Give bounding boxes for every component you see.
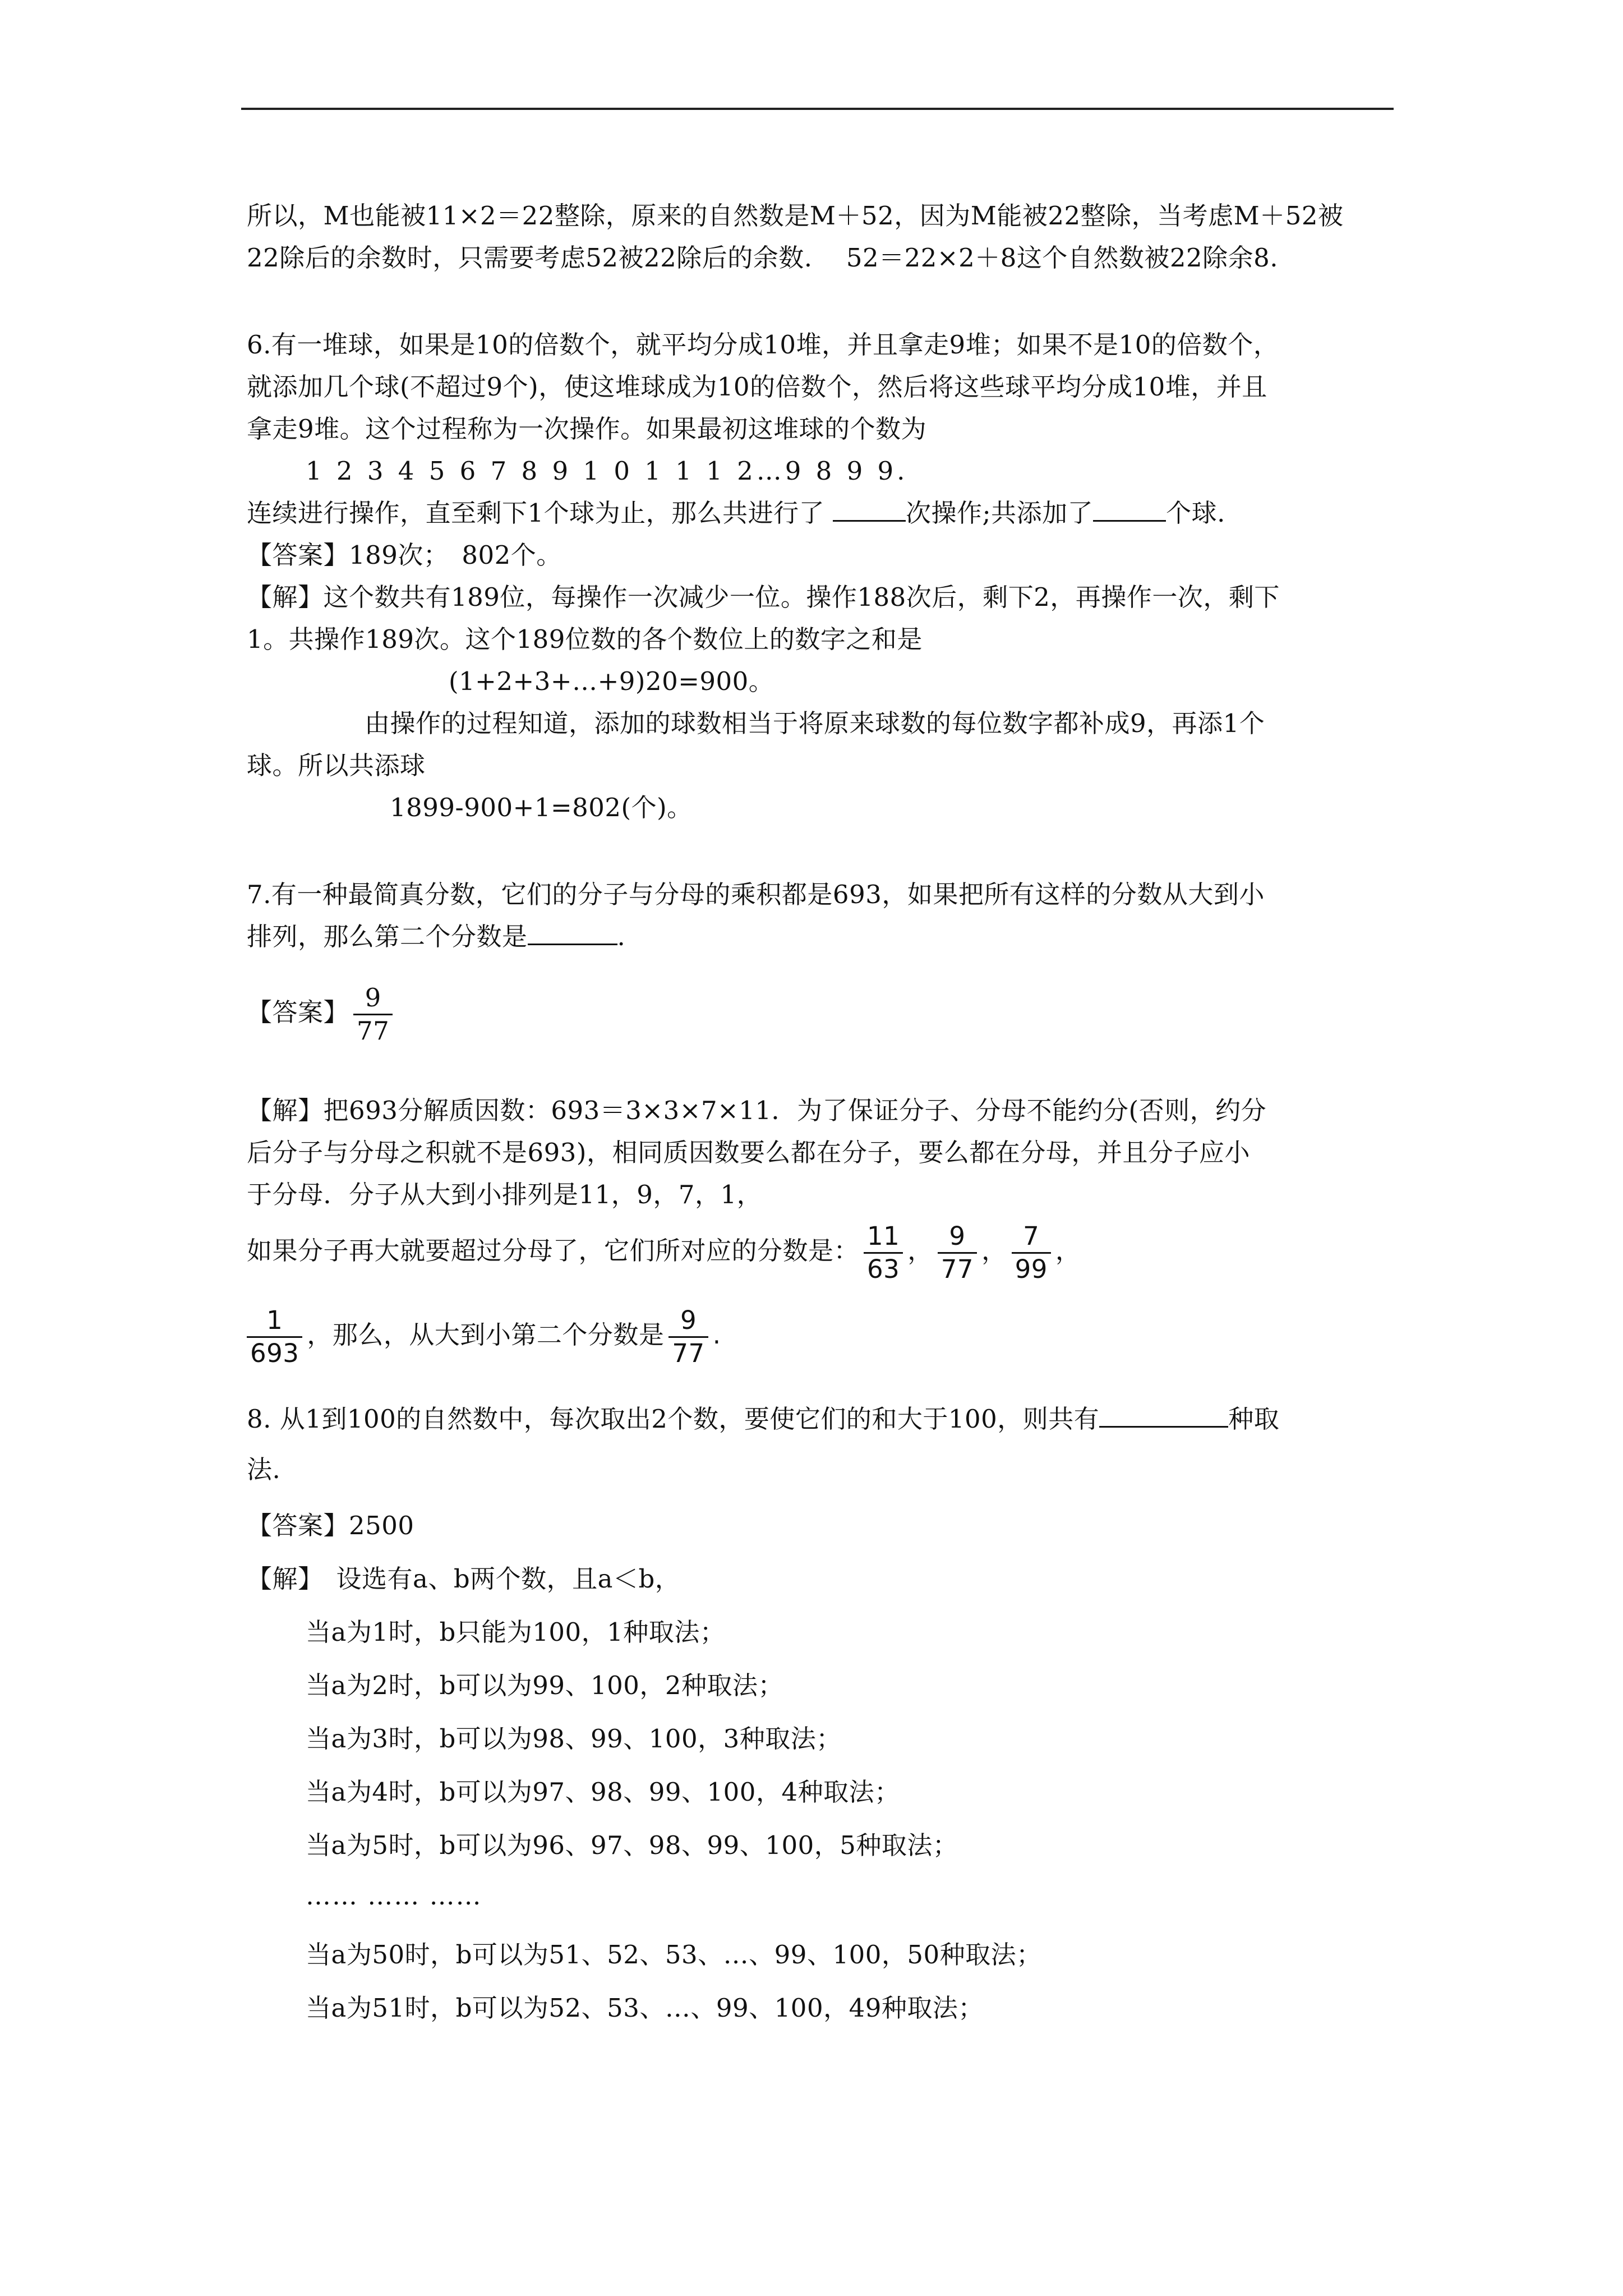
solution-fractions-line <box>247 1301 721 1369</box>
numerator: 11 <box>867 1221 900 1251</box>
numerator: 9 <box>949 1221 966 1251</box>
denominator: 63 <box>864 1252 903 1285</box>
denominator: 77 <box>353 1014 393 1047</box>
solution-fractions-line <box>247 1217 1081 1285</box>
solution-formula: (1+2+3+…+9)20=900。 <box>449 666 774 696</box>
answer-blank <box>528 921 617 945</box>
answer-line: 【答案】189次； 802个。 <box>247 540 562 570</box>
numerator: 1 <box>266 1305 283 1335</box>
blank-middle: 次操作;共添加了 <box>905 498 1094 528</box>
solution-case: 当a为2时，b可以为99、100，2种取法； <box>306 1671 784 1700</box>
fraction <box>938 1221 977 1285</box>
period: . <box>712 1320 721 1350</box>
question-8-line <box>247 1402 1279 1436</box>
solution-case: 当a为1时，b只能为100，1种取法； <box>306 1617 726 1647</box>
fraction <box>247 1305 302 1369</box>
answer-label: 【答案】 <box>247 997 349 1027</box>
period: . <box>617 922 626 951</box>
question-6-number: 1 2 3 4 5 6 7 8 9 1 0 1 1 1 2…9 8 9 9. <box>306 456 909 486</box>
question-7-line <box>247 920 625 954</box>
answer-line: 【答案】2500 <box>247 1511 414 1540</box>
solution-line: 由操作的过程知道，添加的球数相当于将原来球数的每位数字都补成9，再添1个 <box>365 708 1265 738</box>
fraction <box>1012 1221 1051 1285</box>
comma: ， <box>1055 1236 1081 1266</box>
comma: ， <box>907 1236 933 1266</box>
question-8-text: 8. 从1到100的自然数中，每次取出2个数，要使它们的和大于100，则共有 <box>247 1404 1100 1434</box>
denominator: 77 <box>938 1252 977 1285</box>
solution-case: 当a为51时，b可以为52、53、…、99、100，49种取法； <box>306 1993 984 2023</box>
fraction <box>668 1305 708 1369</box>
fraction <box>864 1221 903 1285</box>
question-6-line: 就添加几个球(不超过9个)，使这堆球成为10的倍数个，然后将这些球平均分成10堆，并且 <box>247 372 1267 402</box>
answer-blank <box>1093 498 1166 522</box>
solution-text: 如果分子再大就要超过分母了，它们所对应的分数是： <box>247 1236 860 1266</box>
answer-line <box>247 979 397 1047</box>
denominator: 99 <box>1012 1252 1051 1285</box>
solution-line: 后分子与分母之积就不是693)，相同质因数要么都在分子，要么都在分母，并且分子应小 <box>247 1138 1250 1167</box>
ellipsis: …… …… …… <box>306 1881 482 1911</box>
solution-text: ，那么，从大到小第二个分数是 <box>307 1320 665 1350</box>
question-6-blanks-line <box>247 496 1225 530</box>
solution-line: 球。所以共添球 <box>247 751 426 780</box>
solution-line: 【解】这个数共有189位，每操作一次减少一位。操作188次后，剩下2，再操作一次，剩下 <box>247 582 1280 612</box>
text-line: 22除后的余数时，只需要考虑52被22除后的余数. 52＝22×2＋8这个自然数被22除余8. <box>247 243 1279 273</box>
blank-prefix: 连续进行操作，直至剩下1个球为止，那么共进行了 <box>247 498 833 528</box>
question-6-line: 6.有一堆球，如果是10的倍数个，就平均分成10堆，并且拿走9堆；如果不是10的倍数个， <box>247 330 1279 360</box>
question-8-text: 种取 <box>1228 1404 1280 1434</box>
solution-formula: 1899-900+1=802(个)。 <box>390 793 693 822</box>
solution-case: 当a为50时，b可以为51、52、53、…、99、100，50种取法； <box>306 1940 1042 1970</box>
answer-blank <box>833 498 906 522</box>
question-6-line: 拿走9堆。这个过程称为一次操作。如果最初这堆球的个数为 <box>247 414 927 444</box>
denominator: 77 <box>668 1336 708 1369</box>
blank-suffix: 个球. <box>1166 498 1225 528</box>
question-7-text: 排列，那么第二个分数是 <box>247 922 528 951</box>
header-rule <box>241 108 1394 110</box>
solution-case: 当a为3时，b可以为98、99、100，3种取法； <box>306 1724 842 1754</box>
comma: ， <box>981 1236 1007 1266</box>
solution-line: 【解】把693分解质因数：693＝3×3×7×11．为了保证分子、分母不能约分(否则，约分 <box>247 1096 1267 1125</box>
question-8-line: 法. <box>247 1455 281 1484</box>
solution-case: 当a为5时，b可以为96、97、98、99、100，5种取法； <box>306 1830 958 1860</box>
numerator: 9 <box>680 1305 697 1335</box>
solution-line: 于分母．分子从大到小排列是11，9，7，1， <box>247 1180 763 1209</box>
solution-line: 【解】 设选有a、b两个数，且a＜b， <box>247 1564 681 1594</box>
text-line: 所以，M也能被11×2＝22整除，原来的自然数是M＋52，因为M能被22整除，当考虑M＋52被 <box>247 201 1344 231</box>
answer-fraction <box>353 982 393 1047</box>
question-7-line: 7.有一种最简真分数，它们的分子与分母的乘积都是693，如果把所有这样的分数从大到小 <box>247 880 1265 909</box>
solution-line: 1。共操作189次。这个189位数的各个数位上的数字之和是 <box>247 624 923 654</box>
numerator: 7 <box>1023 1221 1040 1251</box>
answer-blank <box>1099 1404 1228 1428</box>
solution-case: 当a为4时，b可以为97、98、99、100，4种取法； <box>306 1777 900 1807</box>
numerator: 9 <box>365 983 381 1013</box>
denominator: 693 <box>247 1336 302 1369</box>
